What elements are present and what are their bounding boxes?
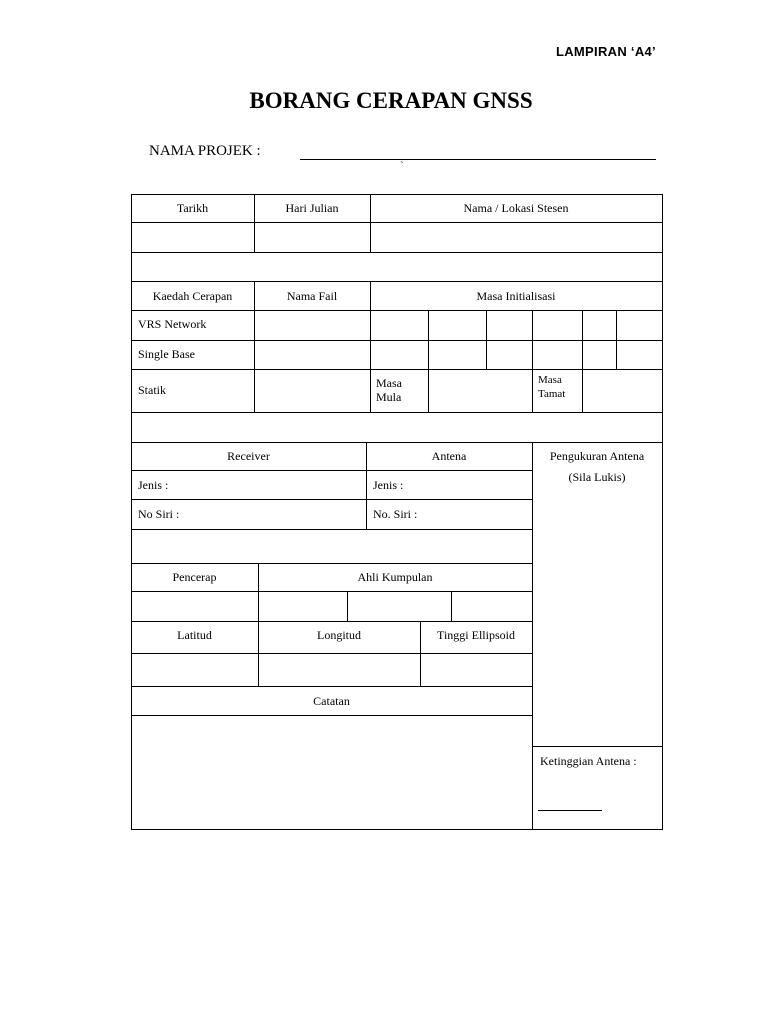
row-line — [131, 340, 663, 341]
start-time-label-2: Mula — [376, 390, 402, 404]
col-line — [451, 591, 452, 621]
julian-day-header: Hari Julian — [285, 201, 339, 215]
receiver-type-label: Jenis : — [138, 478, 169, 492]
notes-header: Catatan — [313, 694, 350, 708]
project-name-line[interactable] — [300, 159, 656, 160]
row-line — [131, 591, 533, 592]
col-line — [532, 442, 533, 830]
row-line — [131, 563, 533, 564]
ellipsoid-height-header: Tinggi Ellipsoid — [437, 628, 515, 642]
form-title: BORANG CERAPAN GNSS — [249, 88, 533, 113]
please-draw-note: (Sila Lukis) — [568, 470, 626, 484]
row-line — [131, 222, 663, 223]
table-top-border — [131, 194, 663, 195]
antenna-type-label: Jenis : — [373, 478, 404, 492]
receiver-serial-label: No Siri : — [138, 507, 180, 521]
antenna-height-line[interactable] — [538, 810, 602, 811]
row-line — [131, 529, 533, 530]
col-line — [582, 310, 583, 412]
col-line — [486, 310, 487, 369]
observer-header: Pencerap — [172, 570, 217, 584]
col-line — [616, 310, 617, 369]
single-base-label: Single Base — [138, 347, 195, 361]
table-bottom-border — [131, 829, 663, 830]
vrs-network-label: VRS Network — [138, 317, 207, 331]
latitude-header: Latitud — [177, 628, 212, 642]
station-name-header: Nama / Lokasi Stesen — [463, 201, 569, 215]
row-line — [131, 442, 663, 443]
row-line — [131, 412, 663, 413]
row-line — [131, 369, 663, 370]
col-line — [532, 310, 533, 412]
row-line — [131, 653, 533, 654]
row-line — [131, 499, 533, 500]
row-line — [131, 310, 663, 311]
stray-mark: ` — [400, 160, 404, 172]
file-name-header: Nama Fail — [286, 289, 338, 303]
col-line — [347, 591, 348, 621]
antenna-height-label: Ketinggian Antena : — [540, 754, 637, 768]
receiver-header: Receiver — [227, 449, 270, 463]
start-time-label-1: Masa — [376, 376, 402, 390]
row-line — [131, 715, 533, 716]
project-name-label: NAMA PROJEK : — [149, 143, 261, 159]
row-line — [131, 252, 663, 253]
antenna-serial-label: No. Siri : — [373, 507, 418, 521]
end-time-label-2: Tamat — [538, 388, 566, 400]
longitude-header: Longitud — [317, 628, 361, 642]
group-members-header: Ahli Kumpulan — [357, 570, 433, 584]
table-right-border — [662, 194, 663, 830]
date-header: Tarikh — [176, 201, 209, 215]
end-time-label-1: Masa — [538, 374, 562, 386]
row-line — [131, 686, 533, 687]
attachment-label: LAMPIRAN ‘A4’ — [556, 44, 656, 59]
initialization-time-header: Masa Initialisasi — [476, 289, 556, 303]
row-line — [131, 470, 533, 471]
static-label: Statik — [138, 383, 167, 397]
method-header: Kaedah Cerapan — [152, 289, 233, 303]
col-line — [428, 310, 429, 412]
antenna-measurement-header: Pengukuran Antena — [549, 449, 645, 463]
row-line — [131, 281, 663, 282]
antenna-height-divider — [532, 746, 663, 747]
antenna-header: Antena — [431, 449, 467, 463]
row-line — [131, 621, 533, 622]
